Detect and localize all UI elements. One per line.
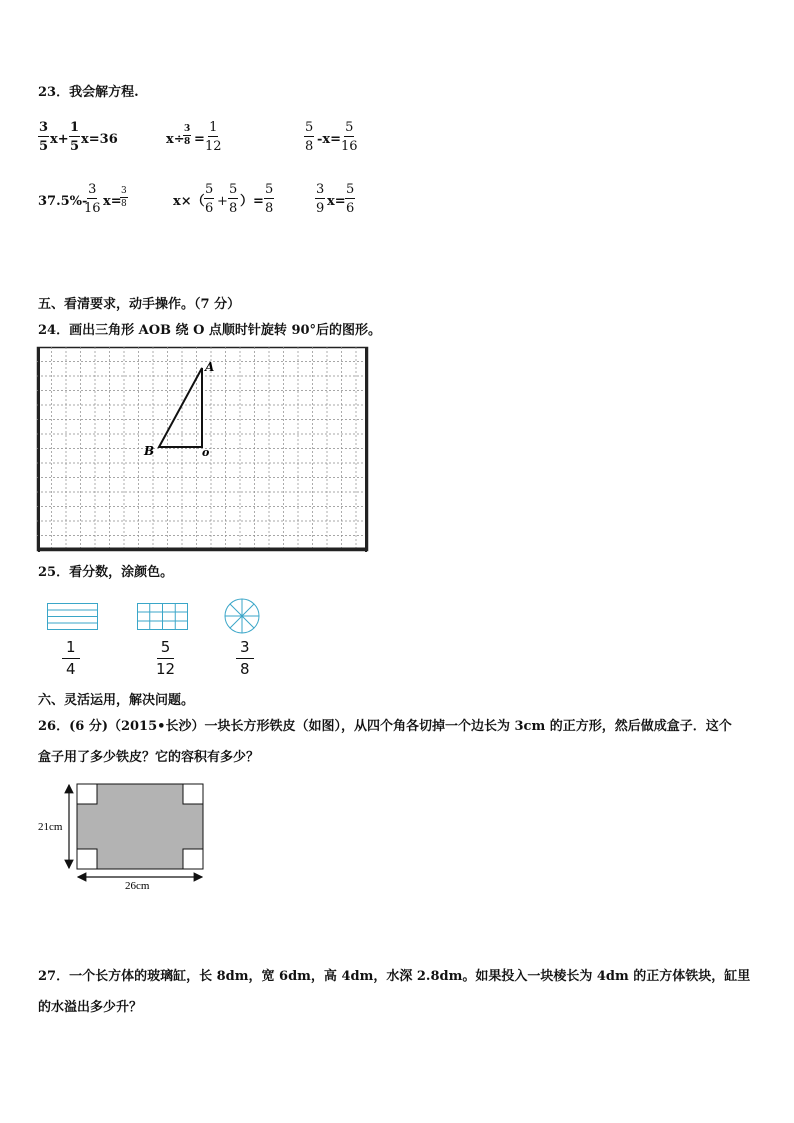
q26-line-2: 盒子用了多少铁皮？它的容积有多少？ [38, 750, 260, 765]
eq1-fraction-1: $\frac{3}{5}$ [39, 120, 49, 154]
width-label: 26cm [125, 880, 150, 892]
eq1-fraction-2: $\frac{1}{5}$ [70, 120, 80, 154]
eq2-fraction-2: $\frac{1}{12}$ [205, 120, 222, 154]
eq3-fraction-2: $\frac{5}{16}$ [341, 120, 358, 154]
fraction-shape-grid [137, 603, 189, 631]
eq5-fraction-1: $\frac{5}{6}$ [205, 182, 214, 216]
point-b-label: B [144, 444, 155, 458]
point-o-label: o [202, 446, 210, 459]
q24-title: 24．画出三角形 AOB 绕 O 点顺时针旋转 90°后的图形。 [38, 323, 382, 338]
eq5-fraction-2: $\frac{5}{8}$ [229, 182, 238, 216]
point-a-label: A [205, 360, 215, 374]
eq3-fraction-1: $\frac{5}{8}$ [305, 120, 314, 154]
eq5-fraction-3: $\frac{5}{8}$ [265, 182, 274, 216]
q25-title: 25．看分数，涂颜色。 [38, 565, 174, 580]
eq2-fraction-1: $\frac{3}{8}$ [184, 124, 191, 147]
fraction-shape-circle [224, 598, 262, 636]
q27-line-2: 的水溢出多少升？ [38, 1000, 143, 1015]
height-label: 21cm [38, 821, 63, 833]
section-6-heading: 六、灵活运用，解决问题。 [38, 693, 195, 708]
fraction-shape-stripes [47, 603, 99, 631]
eq6-fraction-1: $\frac{3}{9}$ [316, 182, 325, 216]
fraction-label-3: $\frac{3}{8}$ [236, 640, 254, 677]
eq4-fraction-1: $\frac{3}{16}$ [84, 182, 101, 216]
q27-line-1: 27．一个长方体的玻璃缸，长 8dm，宽 6dm，高 4dm，水深 2.8dm。如果投入一块棱长为 4dm 的正方体铁块，缸里 [38, 969, 751, 984]
fraction-label-1: $\frac{1}{4}$ [62, 640, 80, 677]
section-5-heading: 五、看清要求，动手操作。（7 分） [38, 297, 241, 312]
eq4-fraction-2: $\frac{3}{8}$ [121, 186, 127, 209]
eq6-fraction-2: $\frac{5}{6}$ [346, 182, 355, 216]
fraction-label-2: $\frac{5}{12}$ [156, 638, 176, 678]
q26-line-1: 26．(6 分)（2015•长沙）一块长方形铁皮（如图），从四个角各切掉一个边长为 3cm 的正方形，然后做成盒子．这个 [38, 719, 732, 734]
rotation-grid-figure [37, 347, 369, 553]
q23-title: 23．我会解方程. [38, 85, 139, 100]
iron-sheet-figure [35, 780, 215, 890]
